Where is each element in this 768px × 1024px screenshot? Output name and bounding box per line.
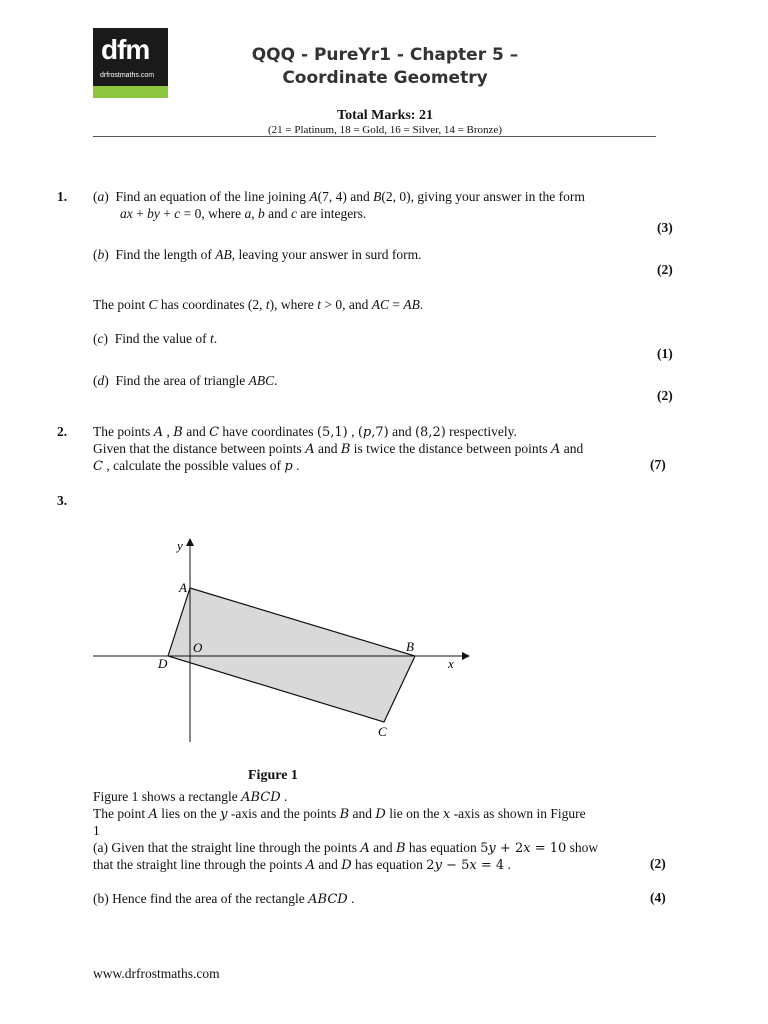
q2-text-line1: The points A , B and C have coordinates (5,1) , (p,7) and (8,2) respectively. (93, 424, 517, 440)
q3-text-line3: 1 (93, 823, 100, 838)
q3b-text: (b) Hence find the area of the rectangle ABCD . (93, 891, 355, 907)
q3a-marks: (2) (650, 856, 666, 871)
q1d-text: (d) Find the area of triangle ABC. (93, 373, 278, 388)
q2-text-line3: C , calculate the possible values of p . (93, 458, 300, 474)
page-title-line2: Coordinate Geometry (282, 68, 488, 88)
rectangle-abcd (168, 588, 415, 722)
label-d: D (158, 656, 168, 671)
x-axis-arrow (462, 652, 470, 660)
grade-boundaries: (21 = Platinum, 18 = Gold, 16 = Silver, 14 = Bronze) (268, 124, 502, 136)
q1c-marks: (1) (657, 346, 673, 361)
q3-text-line2: The point A lies on the y -axis and the points B and D lie on the x -axis as shown in Figure (93, 806, 586, 822)
label-c: C (378, 724, 387, 739)
q1c-text: (c) Find the value of t. (93, 331, 218, 346)
q3a-text-line2: that the straight line through the points A and D has equation 2y − 5x = 4 . (93, 857, 511, 873)
label-x: x (448, 656, 454, 671)
q3-number: 3. (57, 493, 68, 508)
q1b-text: (b) Find the length of AB, leaving your answer in surd form. (93, 247, 422, 262)
q1d-marks: (2) (657, 388, 673, 403)
q1a-text-line1: (a) Find an equation of the line joining A(7, 4) and B(2, 0), giving your answer in the form (93, 189, 585, 204)
q3b-marks: (4) (650, 890, 666, 905)
q1b-marks: (2) (657, 262, 673, 277)
logo-text: dfm (101, 34, 150, 65)
page-title-line1: QQQ - PureYr1 - Chapter 5 – (251, 45, 519, 65)
footer-url[interactable]: www.drfrostmaths.com (93, 966, 220, 981)
q2-text-line2: Given that the distance between points A and B is twice the distance between points A and (93, 441, 584, 457)
q2-number: 2. (57, 424, 68, 439)
q2-marks: (7) (650, 457, 666, 472)
q1a-marks: (3) (657, 220, 673, 235)
label-o: O (193, 640, 203, 655)
q1a-text-line2: ax + by + c = 0, where a, b and c are integers. (120, 206, 367, 221)
q1-point-c-text: The point C has coordinates (2, t), where t > 0, and AC = AB. (93, 297, 424, 312)
total-marks: Total Marks: 21 (337, 108, 433, 123)
q3-text-line1: Figure 1 shows a rectangle ABCD . (93, 789, 288, 805)
q1-number: 1. (57, 189, 68, 204)
y-axis-arrow (186, 538, 194, 546)
label-a: A (179, 580, 187, 595)
logo-url: drfrostmaths.com (100, 72, 155, 79)
q3a-text-line1: (a) Given that the straight line through the points A and B has equation 5y + 2x = 10 show (93, 840, 599, 856)
label-y: y (177, 538, 183, 553)
label-b: B (406, 639, 414, 654)
figure-caption: Figure 1 (248, 768, 298, 783)
